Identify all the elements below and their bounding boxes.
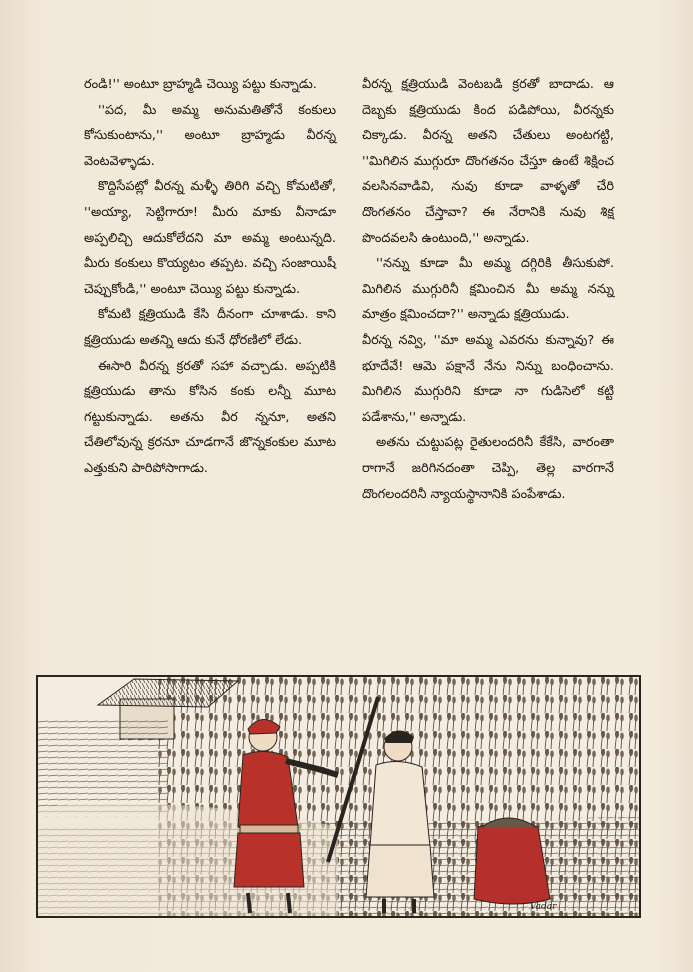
paragraph: కొద్దిసేపట్లో వీరన్న మళ్ళీ తిరిగి వచ్చి కోమటితో, ''అయ్యా, సెట్టిగారూ! మీరు మాకు వీనాడూ అప్పలిచ్చి ఆదుకోలేదని మా అమ్మ అంటున్నది. మీరు కంకులు కొయ్యటం తప్పట. వచ్చి సంజాయిషీ చెప్పుకోండి,'' అంటూ చెయ్యి పట్టు కున్నాడు.: [84, 179, 336, 297]
paragraph: ఈసారి వీరన్న క్రరతో సహా వచ్చాడు. అప్పటికి క్షత్రియుడు తాను కోసిన కంకు లన్నీ మూట గట్టుకున్నాడు. అతను వీర న్ననూ, అతని చేతిలోవున్న క్రరనూ చూడగానే జొన్నకంకుల మూట ఎత్తుకుని పారిపోసాగాడు.: [84, 358, 336, 476]
paragraph: వీరన్న నవ్వి, ''మా అమ్మ ఎవరను కున్నావు? ఈ భూదేవే! ఆమె పక్షానే నేను నిన్ను బంధించాను. మిగిలిన ముగ్గురిని కూడా నా గుడిసెలో కట్టి పడేశాను,'' అన్నాడు.: [362, 332, 614, 425]
paragraph: అతను చుట్టుపట్ల రైతులందరినీ కేకేసి, వారంతా రాగానే జరిగినదంతా చెప్పి, తెల్ల వారగానే దొంగలందరినీ న్యాయస్థానానికి పంపేశాడు.: [362, 435, 614, 502]
artist-signature: Vadar: [530, 902, 557, 912]
right-text-column: [362, 72, 614, 507]
paragraph: ''నన్ను కూడా మీ అమ్మ దగ్గిరికి తీసుకుపో. మిగిలిన ముగ్గురినీ క్షమించిన మీ అమ్మ నన్ను మాత్రం క్షమించదా?'' అన్నాడు క్షత్రియుడు.: [362, 256, 614, 323]
grain-sack: [474, 818, 550, 904]
left-text-column: [84, 72, 336, 482]
paragraph: వీరన్న క్షత్రియుడి వెంటబడి క్రరతో బాదాడు. ఆ దెబ్బకు క్షత్రియుడు కింద పడిపోయి, వీరన్నకు చిక్కాడు. వీరన్న అతని చేతులు అంటగట్టి, ''మిగిలిన ముగ్గురూ దొంగతనం చేస్తూ ఉంటే శిక్షించ వలసినవాడివి, నువు కూడా వాళ్ళతో చేరి దొంగతనం చేస్తావా? ఈ నేరానికి నువు శిక్ష పొందవలసి ఉంటుంది,'' అన్నాడు.: [362, 77, 614, 246]
paragraph: రండి!'' అంటూ బ్రాహ్మడి చెయ్యి పట్టు కున్నాడు.: [84, 77, 317, 92]
paragraph: ''పద, మీ అమ్మ అనుమతితోనే కంకులు కోసుకుంటాను,'' అంటూ బ్రాహ్మడు వీరన్న వెంటవెళ్ళాడు.: [84, 102, 336, 169]
story-illustration: [36, 675, 641, 918]
illustration-drawing: [38, 677, 639, 916]
paragraph: కోమటి క్షత్రియుడి కేసి దీనంగా చూశాడు. కాని క్షత్రియుడు అతన్ని ఆదు కునే ధోరణిలో లేడు.: [84, 307, 336, 348]
